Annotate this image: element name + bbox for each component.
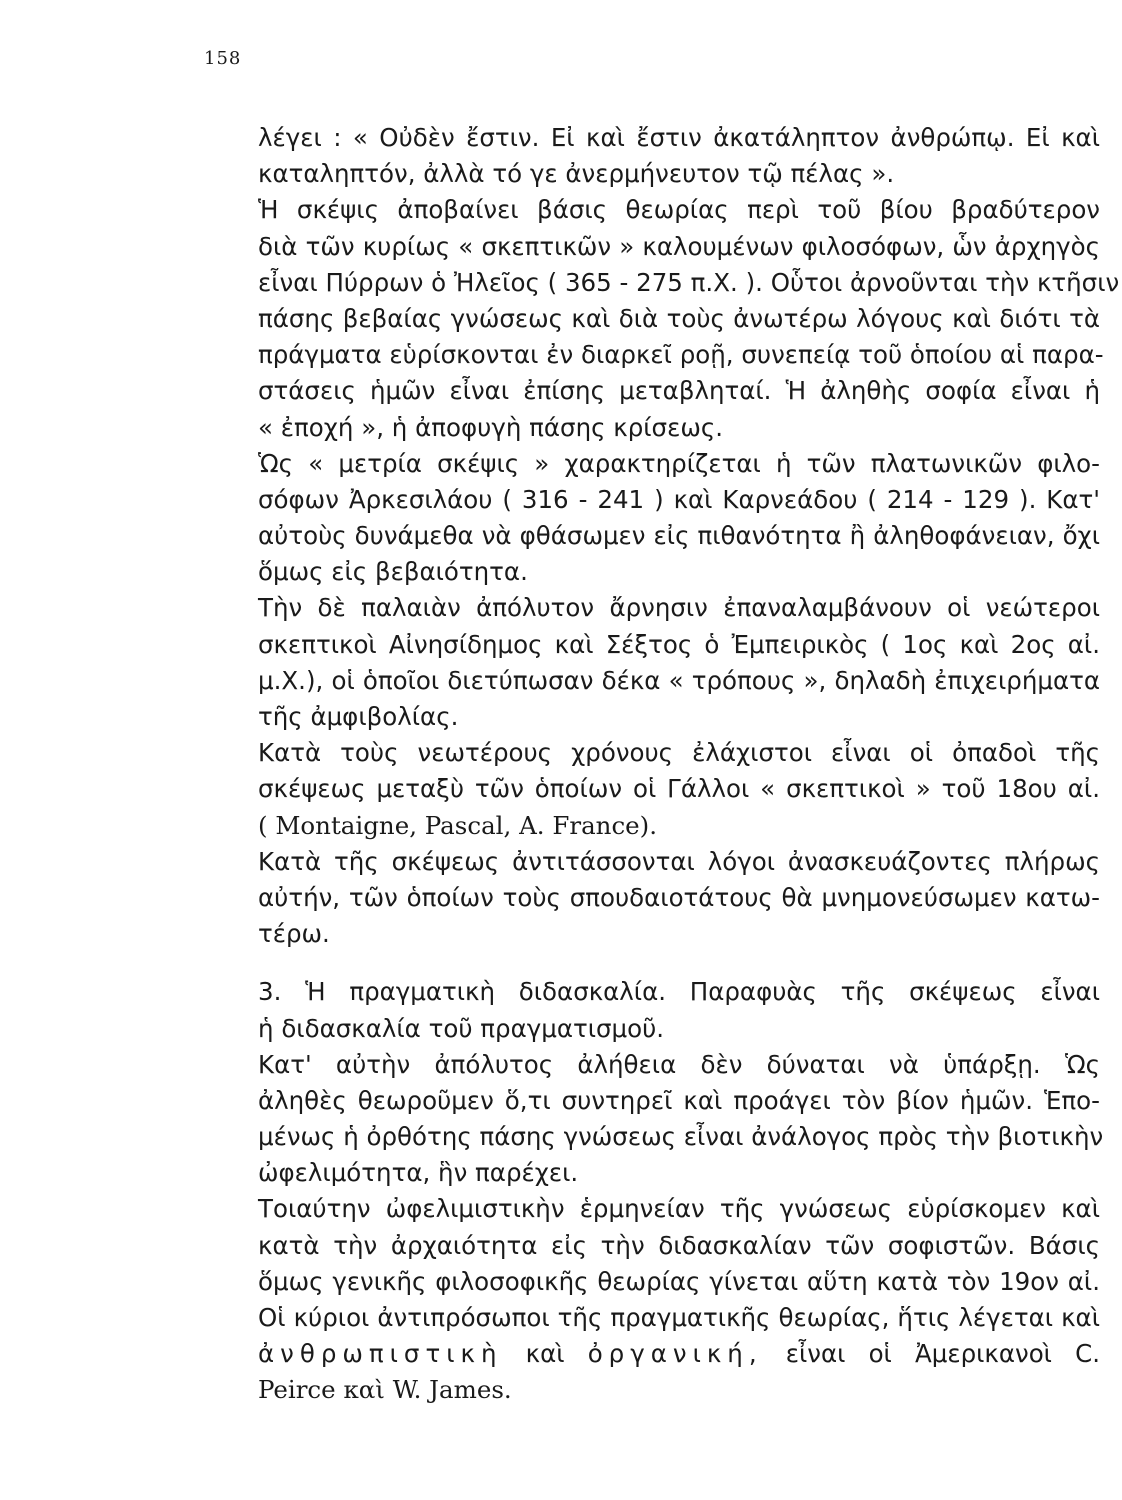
page-number: 158 [204,48,242,69]
text-line: Οἱ κύριοι ἀντιπρόσωποι τῆς πραγματικῆς θεωρίας, ἥτις λέγεται καὶ [258,1303,1100,1332]
text-line: Ἡ σκέψις ἀποβαίνει βάσις θεωρίας περὶ τοῦ βίου βραδύτερον [258,195,1100,225]
conjunction: καὶ [525,1339,565,1369]
text-line: ὅμως εἰς βεβαιότητα. [258,557,528,587]
text-line: τῆς ἀμφιβολίας. [258,702,459,731]
text-line: πράγματα εὑρίσκονται ἐν διαρκεῖ ροῇ, συνεπείᾳ τοῦ ὁποίου αἱ παρα- [258,340,1104,370]
text-line: ὅμως γενικῆς φιλοσοφικῆς θεωρίας γίνεται αὕτη κατὰ τὸν 19ον αἰ. [258,1266,1100,1296]
spaced-text-line [258,1336,1100,1372]
text-line: εἶναι Πύρρων ὁ Ἠλεῖος ( 365 - 275 π.Χ. ). Οὗτοι ἀρνοῦνται τὴν κτῆσιν [258,267,1120,297]
text-line: ὠφελιμότητα, ἣν παρέχει. [258,1158,579,1188]
text-line: « ἐποχή », ἡ ἀποφυγὴ πάσης κρίσεως. [258,412,724,442]
text-line: καταληπτόν, ἀλλὰ τό γε ἀνερμήνευτον τῷ πέλας ». [258,159,895,189]
section-heading-continuation: Παραφυὰς τῆς σκέψεως εἶναι [689,977,1100,1007]
section-heading: 3. Ἡ πραγματικὴ διδασκαλία. [258,977,667,1007]
text-line: ἀληθὲς θεωροῦμεν ὅ,τι συντηρεῖ καὶ προάγει τὸν βίον ἡμῶν. Ἑπο- [258,1085,1100,1115]
body-text [258,120,1120,1409]
text-line: λέγει : « Οὐδὲν ἔστιν. Εἰ καὶ ἔστιν ἀκατάληπτον ἀνθρώπῳ. Εἰ καὶ [258,123,1100,152]
spaced-term-anthropistic: ἀνθρωπιστικὴ [258,1339,503,1369]
text-line: πάσης βεβαίας γνώσεως καὶ διὰ τοὺς ἀνωτέρω λόγους καὶ διότι τὰ [258,303,1100,333]
text-line: τέρω. [258,919,330,949]
spaced-term-organic: ὀργανική, [587,1339,763,1369]
section-heading-line [258,974,1100,1010]
text-line: Κατὰ τοὺς νεωτέρους χρόνους ἐλάχιστοι εἶναι οἱ ὀπαδοὶ τῆς [258,738,1100,768]
text-line: Ὡς « μετρία σκέψις » χαρακτηρίζεται ἡ τῶν πλατωνικῶν φιλο- [258,448,1100,478]
text-line: Κατ' αὐτὴν ἀπόλυτος ἀλήθεια δὲν δύναται νὰ ὑπάρξῃ. Ὡς [258,1049,1100,1079]
section-gap [258,952,1100,974]
text-line: διὰ τῶν κυρίως « σκεπτικῶν » καλουμένων φιλοσόφων, ὧν ἀρχηγὸς [258,231,1100,261]
text-line: ( Montaigne, Pascal, A. France). [258,810,658,840]
text-line: Κατὰ τῆς σκέψεως ἀντιτάσσονται λόγοι ἀνασκευάζοντες πλήρως [258,846,1100,876]
text-line: μένως ἡ ὀρθότης πάσης γνώσεως εἶναι ἀνάλογος πρὸς τὴν βιοτικὴν [258,1122,1104,1152]
text-line: αὐτοὺς δυνάμεθα νὰ φθάσωμεν εἰς πιθανότητα ἢ ἀληθοφάνειαν, ὄχι [258,521,1100,551]
text-line: σκέψεως μεταξὺ τῶν ὁποίων οἱ Γάλλοι « σκεπτικοὶ » τοῦ 18ου αἰ. [258,774,1100,804]
text-line: Τοιαύτην ὠφελιμιστικὴν ἑρμηνείαν τῆς γνώσεως εὑρίσκομεν καὶ [258,1194,1100,1224]
text-line: ἡ διδασκαλία τοῦ πραγματισμοῦ. [258,1013,665,1043]
text-line: Τὴν δὲ παλαιὰν ἀπόλυτον ἄρνησιν ἐπαναλαμβάνουν οἱ νεώτεροι [258,593,1100,623]
text-line: μ.Χ.), οἱ ὁποῖοι διετύπωσαν δέκα « τρόπους », δηλαδὴ ἐπιχειρήματα [258,665,1100,695]
text-line: κατὰ τὴν ἀρχαιότητα εἰς τὴν διδασκαλίαν τῶν σοφιστῶν. Βάσις [258,1230,1100,1260]
text-line: σόφων Ἀρκεσιλάου ( 316 - 241 ) καὶ Καρνεάδου ( 214 - 129 ). Κατ' [258,484,1100,514]
text-line: σκεπτικοὶ Αἰνησίδημος καὶ Σέξτος ὁ Ἐμπειρικὸς ( 1ος καὶ 2ος αἰ. [258,629,1100,659]
text-line: αὐτήν, τῶν ὁποίων τοὺς σπουδαιοτάτους θὰ μνημονεύσωμεν κατω- [258,882,1100,912]
text-continuation: εἶναι οἱ Ἀμερικανοὶ C. [785,1339,1101,1369]
text-line: στάσεις ἡμῶν εἶναι ἐπίσης μεταβληταί. Ἡ ἀληθὴς σοφία εἶναι ἡ [258,376,1100,406]
text-line: Peirce καὶ W. James. [258,1375,512,1405]
